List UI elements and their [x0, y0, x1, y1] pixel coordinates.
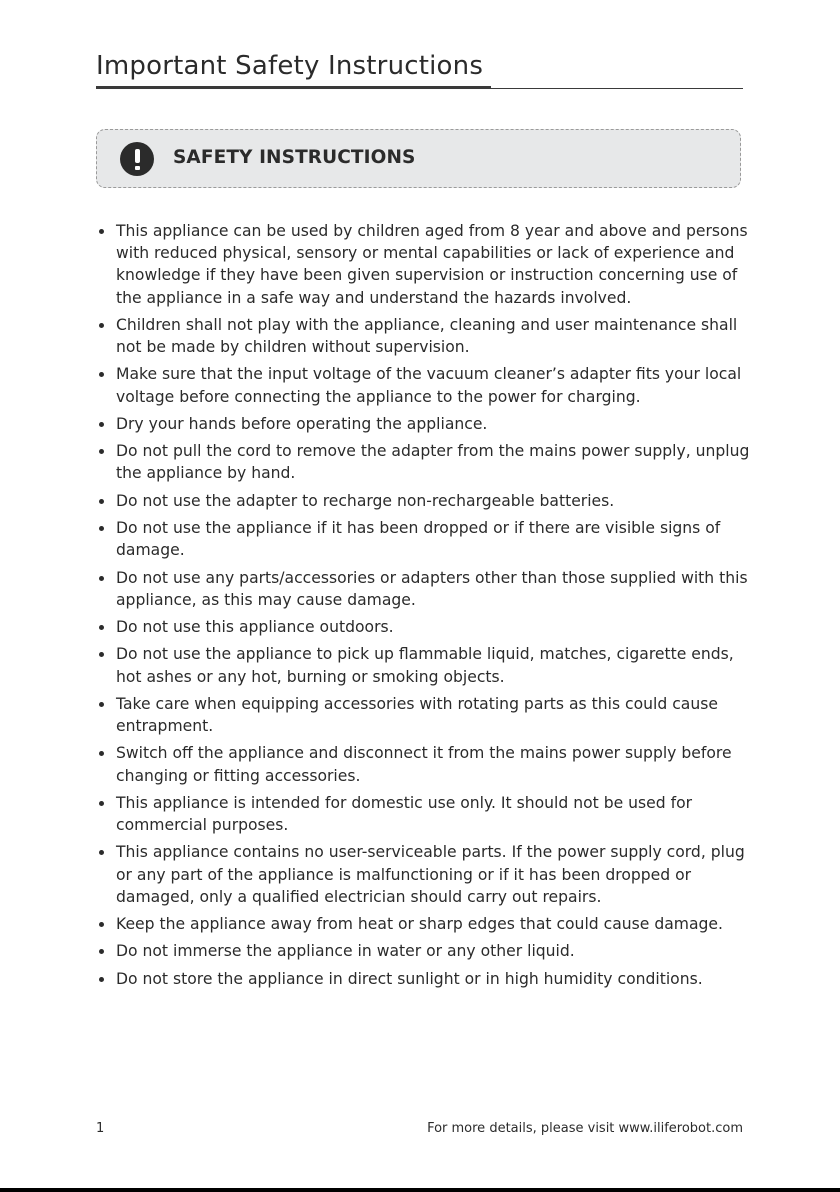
exclamation-circle-icon — [120, 142, 154, 176]
page-title: Important Safety Instructions — [96, 51, 484, 81]
footer-website-note: For more details, please visit www.iliferobot.com — [427, 1121, 743, 1136]
list-item: Do not use the adapter to recharge non-rechargeable batteries. — [116, 490, 756, 512]
safety-instructions-banner — [96, 129, 741, 188]
list-item: Children shall not play with the appliance, cleaning and user maintenance shall not be made by children without supervision. — [116, 314, 756, 358]
page-number: 1 — [96, 1121, 105, 1136]
list-item: Do not immerse the appliance in water or any other liquid. — [116, 940, 756, 962]
list-item: Do not use any parts/accessories or adapters other than those supplied with this appliance, as this may cause damage. — [116, 567, 756, 611]
exclamation-dot — [135, 166, 140, 170]
list-item: Keep the appliance away from heat or sharp edges that could cause damage. — [116, 913, 756, 935]
title-underline-accent — [96, 86, 491, 89]
banner-heading: SAFETY INSTRUCTIONS — [173, 147, 416, 168]
exclamation-bar — [135, 149, 140, 163]
list-item: This appliance contains no user-serviceable parts. If the power supply cord, plug or any part of the appliance is malfunctioning or if it has been dropped or damaged, only a qualified electrician should carry out repairs. — [116, 841, 756, 908]
list-item: Make sure that the input voltage of the vacuum cleaner’s adapter fits your local voltage before connecting the appliance to the power for charging. — [116, 363, 756, 407]
list-item: Do not use the appliance to pick up flammable liquid, matches, cigarette ends, hot ashes or any hot, burning or smoking objects. — [116, 643, 756, 687]
list-item: Dry your hands before operating the appliance. — [116, 413, 756, 435]
page-bottom-edge — [0, 1188, 840, 1192]
list-item: This appliance is intended for domestic use only. It should not be used for commercial purposes. — [116, 792, 756, 836]
safety-instructions-list — [116, 220, 756, 995]
list-item: Do not use this appliance outdoors. — [116, 616, 756, 638]
list-item: Switch off the appliance and disconnect it from the mains power supply before changing or fitting accessories. — [116, 742, 756, 786]
list-item: Take care when equipping accessories with rotating parts as this could cause entrapment. — [116, 693, 756, 737]
list-item: Do not store the appliance in direct sunlight or in high humidity conditions. — [116, 968, 756, 990]
list-item: This appliance can be used by children aged from 8 year and above and persons with reduced physical, sensory or mental capabilities or lack of experience and knowledge if they have been given supervision or instruction concerning use of the appliance in a safe way and understand the hazards involved. — [116, 220, 756, 309]
list-item: Do not pull the cord to remove the adapter from the mains power supply, unplug the appliance by hand. — [116, 440, 756, 484]
list-item: Do not use the appliance if it has been dropped or if there are visible signs of damage. — [116, 517, 756, 561]
